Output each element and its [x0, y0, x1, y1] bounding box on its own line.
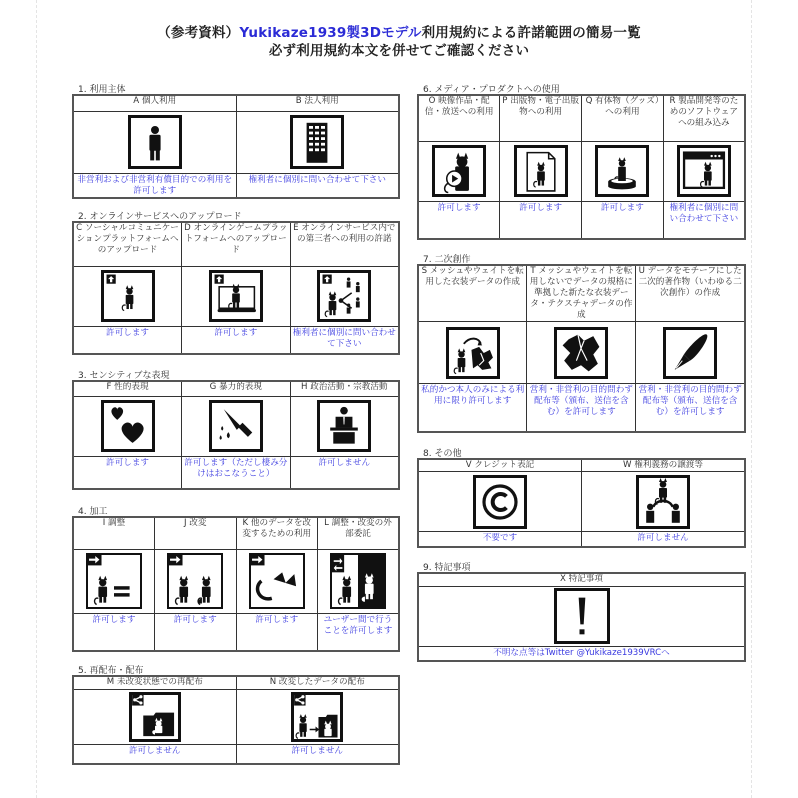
permission-table — [72, 380, 400, 490]
item-permission-o: 許可します — [418, 201, 500, 239]
permission-table — [72, 94, 400, 199]
item-header-g: G 暴力的表現 — [182, 381, 291, 396]
title-prefix: （参考資料） — [157, 25, 240, 41]
item-header-a: A 個人利用 — [73, 95, 236, 111]
section-label: 9. 特記事項 — [423, 563, 471, 573]
permission-table — [72, 675, 400, 765]
item-permission-q: 許可します — [582, 201, 664, 239]
upload-game-platform-icon — [209, 270, 263, 322]
item-permission-j: 許可します — [155, 613, 237, 651]
modify-other-data-icon — [249, 553, 305, 609]
item-header-s: S メッシュやウェイトを転用した衣装データの作成 — [418, 265, 527, 322]
costume-icon — [554, 327, 608, 379]
transfer-rights-icon — [636, 475, 690, 529]
item-permission-e: 権利者に個別に問い合わせて下さい — [290, 326, 399, 354]
permission-table — [417, 458, 746, 548]
section-label: 6. メディア・プロダクトへの使用 — [423, 85, 560, 95]
copyright-icon — [473, 475, 527, 529]
permission-table — [72, 516, 400, 652]
section-label: 4. 加工 — [78, 507, 108, 517]
page-edge-left — [36, 0, 37, 798]
permission-table — [417, 94, 746, 240]
item-permission-c: 許可します — [73, 326, 182, 354]
item-permission-d: 許可します — [182, 326, 291, 354]
document-cat-icon — [514, 145, 568, 197]
item-permission-v: 不要です — [418, 532, 582, 547]
title-suffix: 利用規約による許諾範囲の簡易一覧 — [421, 25, 641, 41]
item-permission-t: 営利・非営利の目的問わず配布等（頒布、送信を含む）を許可します — [527, 384, 636, 432]
section-label: 1. 利用主体 — [78, 85, 126, 95]
item-header-e: E オンラインサービス内での第三者への利用の許諾 — [290, 222, 399, 266]
person-icon — [128, 115, 182, 169]
section-label: 8. その他 — [423, 449, 462, 459]
item-header-x: X 特記事項 — [418, 573, 745, 586]
title-model-name: Yukikaze1939製3Dモデル — [239, 25, 422, 41]
permission-table — [72, 221, 400, 355]
item-header-t: T メッシュやウェイトを転用しないでデータの規格に準拠した新たな衣装データ・テクスチャデータの作成 — [527, 265, 636, 322]
item-header-f: F 性的表現 — [73, 381, 182, 396]
item-header-m: M 未改変状態での再配布 — [73, 676, 236, 689]
video-play-cat-icon — [432, 145, 486, 197]
section-label: 7. 二次創作 — [423, 255, 471, 265]
upload-cat-icon — [101, 270, 155, 322]
section-label: 5. 再配布・配布 — [78, 666, 144, 676]
item-header-q: Q 有体物（グッズ）への利用 — [582, 95, 664, 141]
item-permission-a: 非営利および非営利有償目的での利用を許可します — [73, 173, 236, 198]
section-label: 2. オンラインサービスへのアップロード — [78, 212, 242, 222]
podium-speaker-icon — [317, 400, 371, 452]
item-permission-l: ユーザー間で行うことを許可します — [318, 613, 400, 651]
figure-goods-icon — [595, 145, 649, 197]
item-permission-f: 許可します — [73, 456, 182, 489]
permission-table — [417, 572, 746, 662]
item-permission-b: 権利者に個別に問い合わせて下さい — [236, 173, 399, 198]
permission-table — [417, 264, 746, 433]
item-header-v: V クレジット表記 — [418, 459, 582, 472]
item-header-u: U データをモチーフにした二次的著作物（いわゆる二次創作）の作成 — [636, 265, 745, 322]
exclamation-icon — [554, 588, 610, 644]
item-permission-k: 許可します — [236, 613, 318, 651]
costume-transfer-icon — [446, 327, 500, 379]
modify-two-cats-icon — [167, 553, 223, 609]
software-window-icon — [677, 145, 731, 197]
share-folder-icon — [129, 692, 181, 742]
hearts-icon — [101, 400, 155, 452]
item-permission-g: 許可します（ただし棲み分けはおこなうこと） — [182, 456, 291, 489]
item-permission-u: 営利・非営利の目的問わず配布等（頒布、送信を含む）を許可します — [636, 384, 745, 432]
item-header-r: R 製品開発等のためのソフトウェアへの組み込み — [663, 95, 745, 141]
item-header-w: W 権利義務の譲渡等 — [582, 459, 746, 472]
share-modified-icon — [291, 692, 343, 742]
item-header-h: H 政治活動・宗教活動 — [290, 381, 399, 396]
item-header-k: K 他のデータを改変するための利用 — [236, 517, 318, 549]
item-permission-r: 権利者に個別に問い合わせて下さい — [663, 201, 745, 239]
item-permission-w: 許可しません — [582, 532, 746, 547]
item-header-n: N 改変したデータの配布 — [236, 676, 399, 689]
item-permission-m: 許可しません — [73, 744, 236, 764]
page-subtitle: 必ず利用規約本文を併せてご確認ください — [268, 43, 530, 59]
item-header-l: L 調整・改変の外部委託 — [318, 517, 400, 549]
item-header-j: J 改変 — [155, 517, 237, 549]
item-header-c: C ソーシャルコミュニケーションプラットフォームへのアップロード — [73, 222, 182, 266]
item-header-p: P 出版物・電子出版物への利用 — [500, 95, 582, 141]
item-header-o: O 映像作品・配信・放送への利用 — [418, 95, 500, 141]
item-header-b: B 法人利用 — [236, 95, 399, 111]
item-header-i: I 調整 — [73, 517, 155, 549]
item-permission-p: 許可します — [500, 201, 582, 239]
item-permission-h: 許可しません — [290, 456, 399, 489]
adjust-equal-icon — [86, 553, 142, 609]
item-header-d: D オンラインゲームプラットフォームへのアップロード — [182, 222, 291, 266]
page-edge-right — [751, 0, 752, 798]
knife-icon — [209, 400, 263, 452]
building-icon — [290, 115, 344, 169]
item-permission-x[interactable]: 不明な点等はTwitter @Yukikaze1939VRCへ — [418, 646, 745, 661]
upload-share-third-party-icon — [317, 270, 371, 322]
item-permission-i: 許可します — [73, 613, 155, 651]
pen-nib-icon — [663, 327, 717, 379]
outsourcing-icon — [330, 553, 386, 609]
section-label: 3. センシティブな表現 — [78, 371, 170, 381]
item-permission-s: 私的かつ本人のみによる利用に限り許可します — [418, 384, 527, 432]
item-permission-n: 許可しません — [236, 744, 399, 764]
page-title — [0, 21, 798, 41]
